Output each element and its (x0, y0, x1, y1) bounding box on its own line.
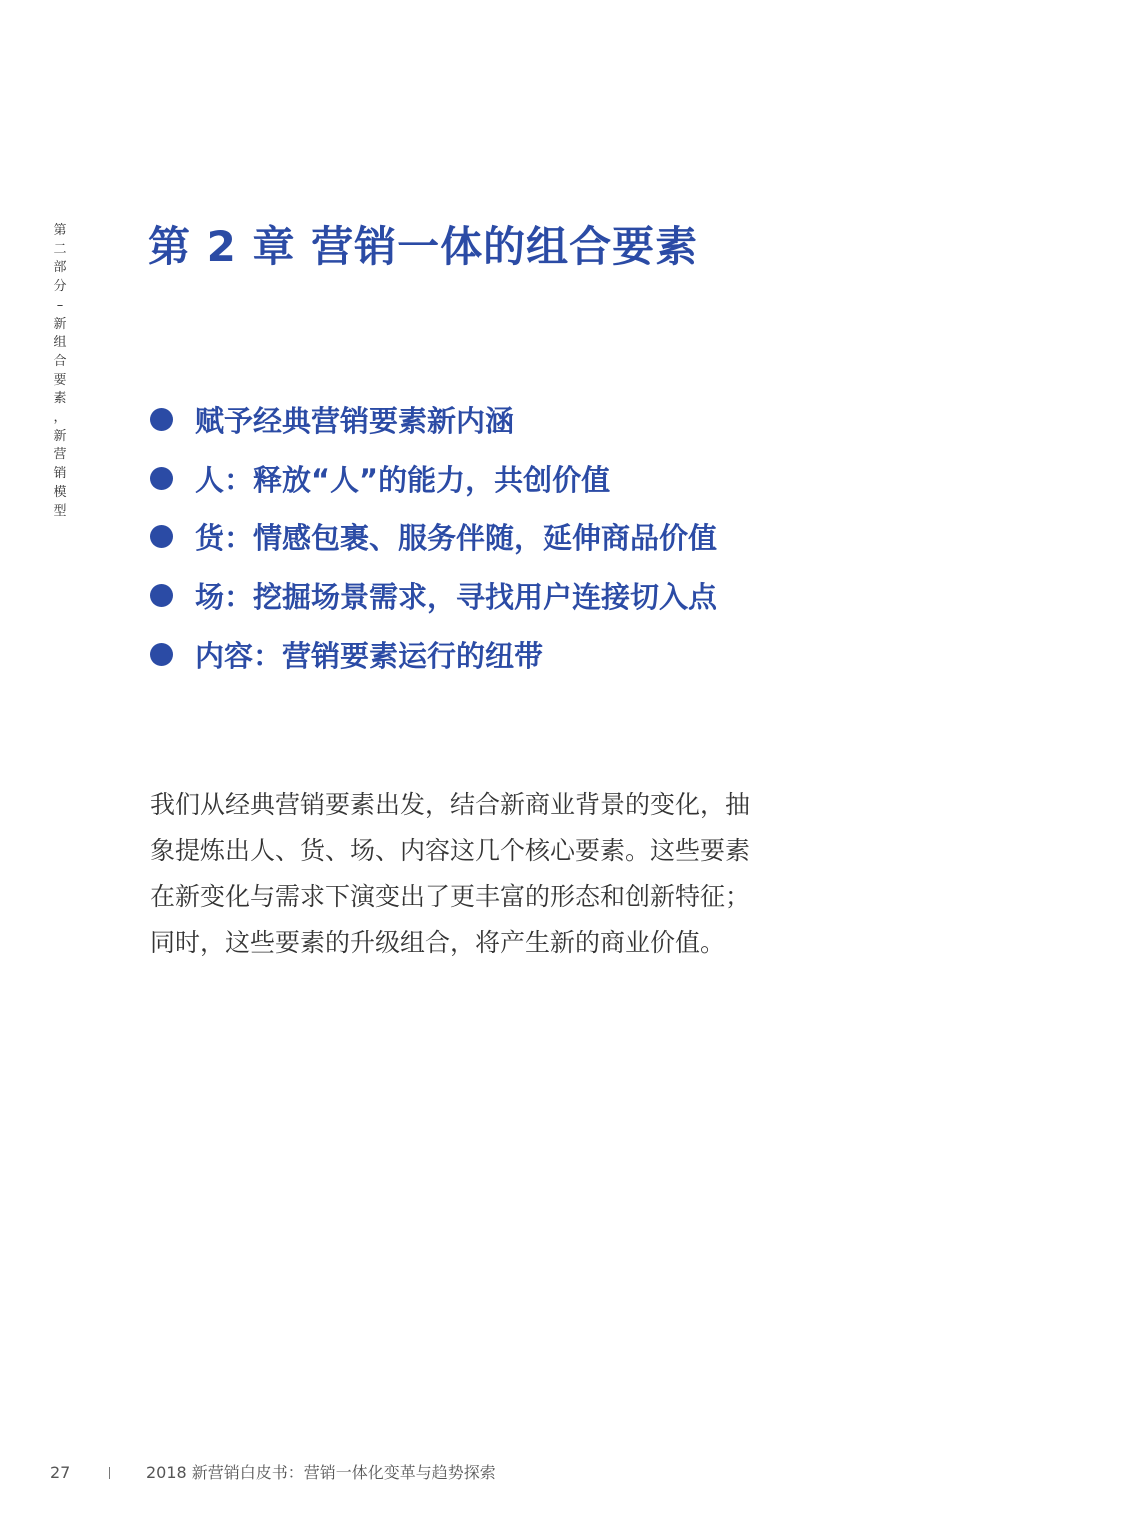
side-label-char: 新 (53, 428, 67, 444)
side-label-char: 新 (53, 316, 67, 332)
bullet-dot-icon (150, 525, 173, 548)
bullet-dot-icon (150, 643, 173, 666)
side-label-char: 二 (53, 241, 67, 257)
paragraph-line: 同时，这些要素的升级组合，将产生新的商业价值。 (150, 928, 726, 957)
bullet-text: 内容：营销要素运行的纽带 (195, 638, 544, 673)
side-label-char: 合 (53, 353, 67, 369)
bullet-dot-icon (150, 467, 173, 490)
bullet-text: 货：情感包裹、服务伴随，延伸商品价值 (195, 521, 718, 556)
paragraph-line: 在新变化与需求下演变出了更丰富的形态和创新特征； (150, 882, 751, 911)
side-label-char: – (56, 297, 64, 313)
bullet-dot-icon (150, 408, 173, 431)
side-label-char: 销 (53, 466, 67, 482)
side-label-char: 型 (53, 503, 67, 519)
side-label-char: 部 (53, 260, 67, 276)
bullet-text: 人：释放“人”的能力，共创价值 (195, 462, 611, 497)
bullet-text: 赋予经典营销要素新内涵 (195, 403, 515, 438)
side-label-char: 第 (53, 223, 67, 238)
list-item (150, 449, 717, 508)
chapter-title: 第 2 章 营销一体的组合要素 (148, 222, 699, 271)
list-item (150, 507, 717, 566)
side-label-char: 分 (53, 279, 67, 295)
page-number: 27 (50, 1463, 71, 1482)
side-label-char: 模 (53, 484, 67, 500)
intro-paragraph (150, 782, 790, 966)
section-side-label (51, 222, 69, 521)
book-title: 2018 新营销白皮书：营销一体化变革与趋势探索 (146, 1463, 496, 1482)
list-item (150, 625, 717, 684)
side-label-char: ， (53, 410, 67, 426)
paragraph-line: 象提炼出人、货、场、内容这几个核心要素。这些要素 (150, 836, 751, 865)
paragraph-line: 我们从经典营销要素出发，结合新商业背景的变化，抽 (150, 790, 751, 819)
list-item (150, 566, 717, 625)
bullet-text: 场：挖掘场景需求，寻找用户连接切入点 (195, 579, 718, 614)
list-item (150, 390, 717, 449)
side-label-char: 要 (53, 372, 67, 388)
bullet-dot-icon (150, 584, 173, 607)
footer-divider (109, 1467, 110, 1479)
side-label-char: 营 (53, 447, 67, 463)
key-points-list (150, 390, 717, 683)
side-label-char: 组 (53, 335, 67, 351)
side-label-char: 素 (53, 391, 67, 407)
